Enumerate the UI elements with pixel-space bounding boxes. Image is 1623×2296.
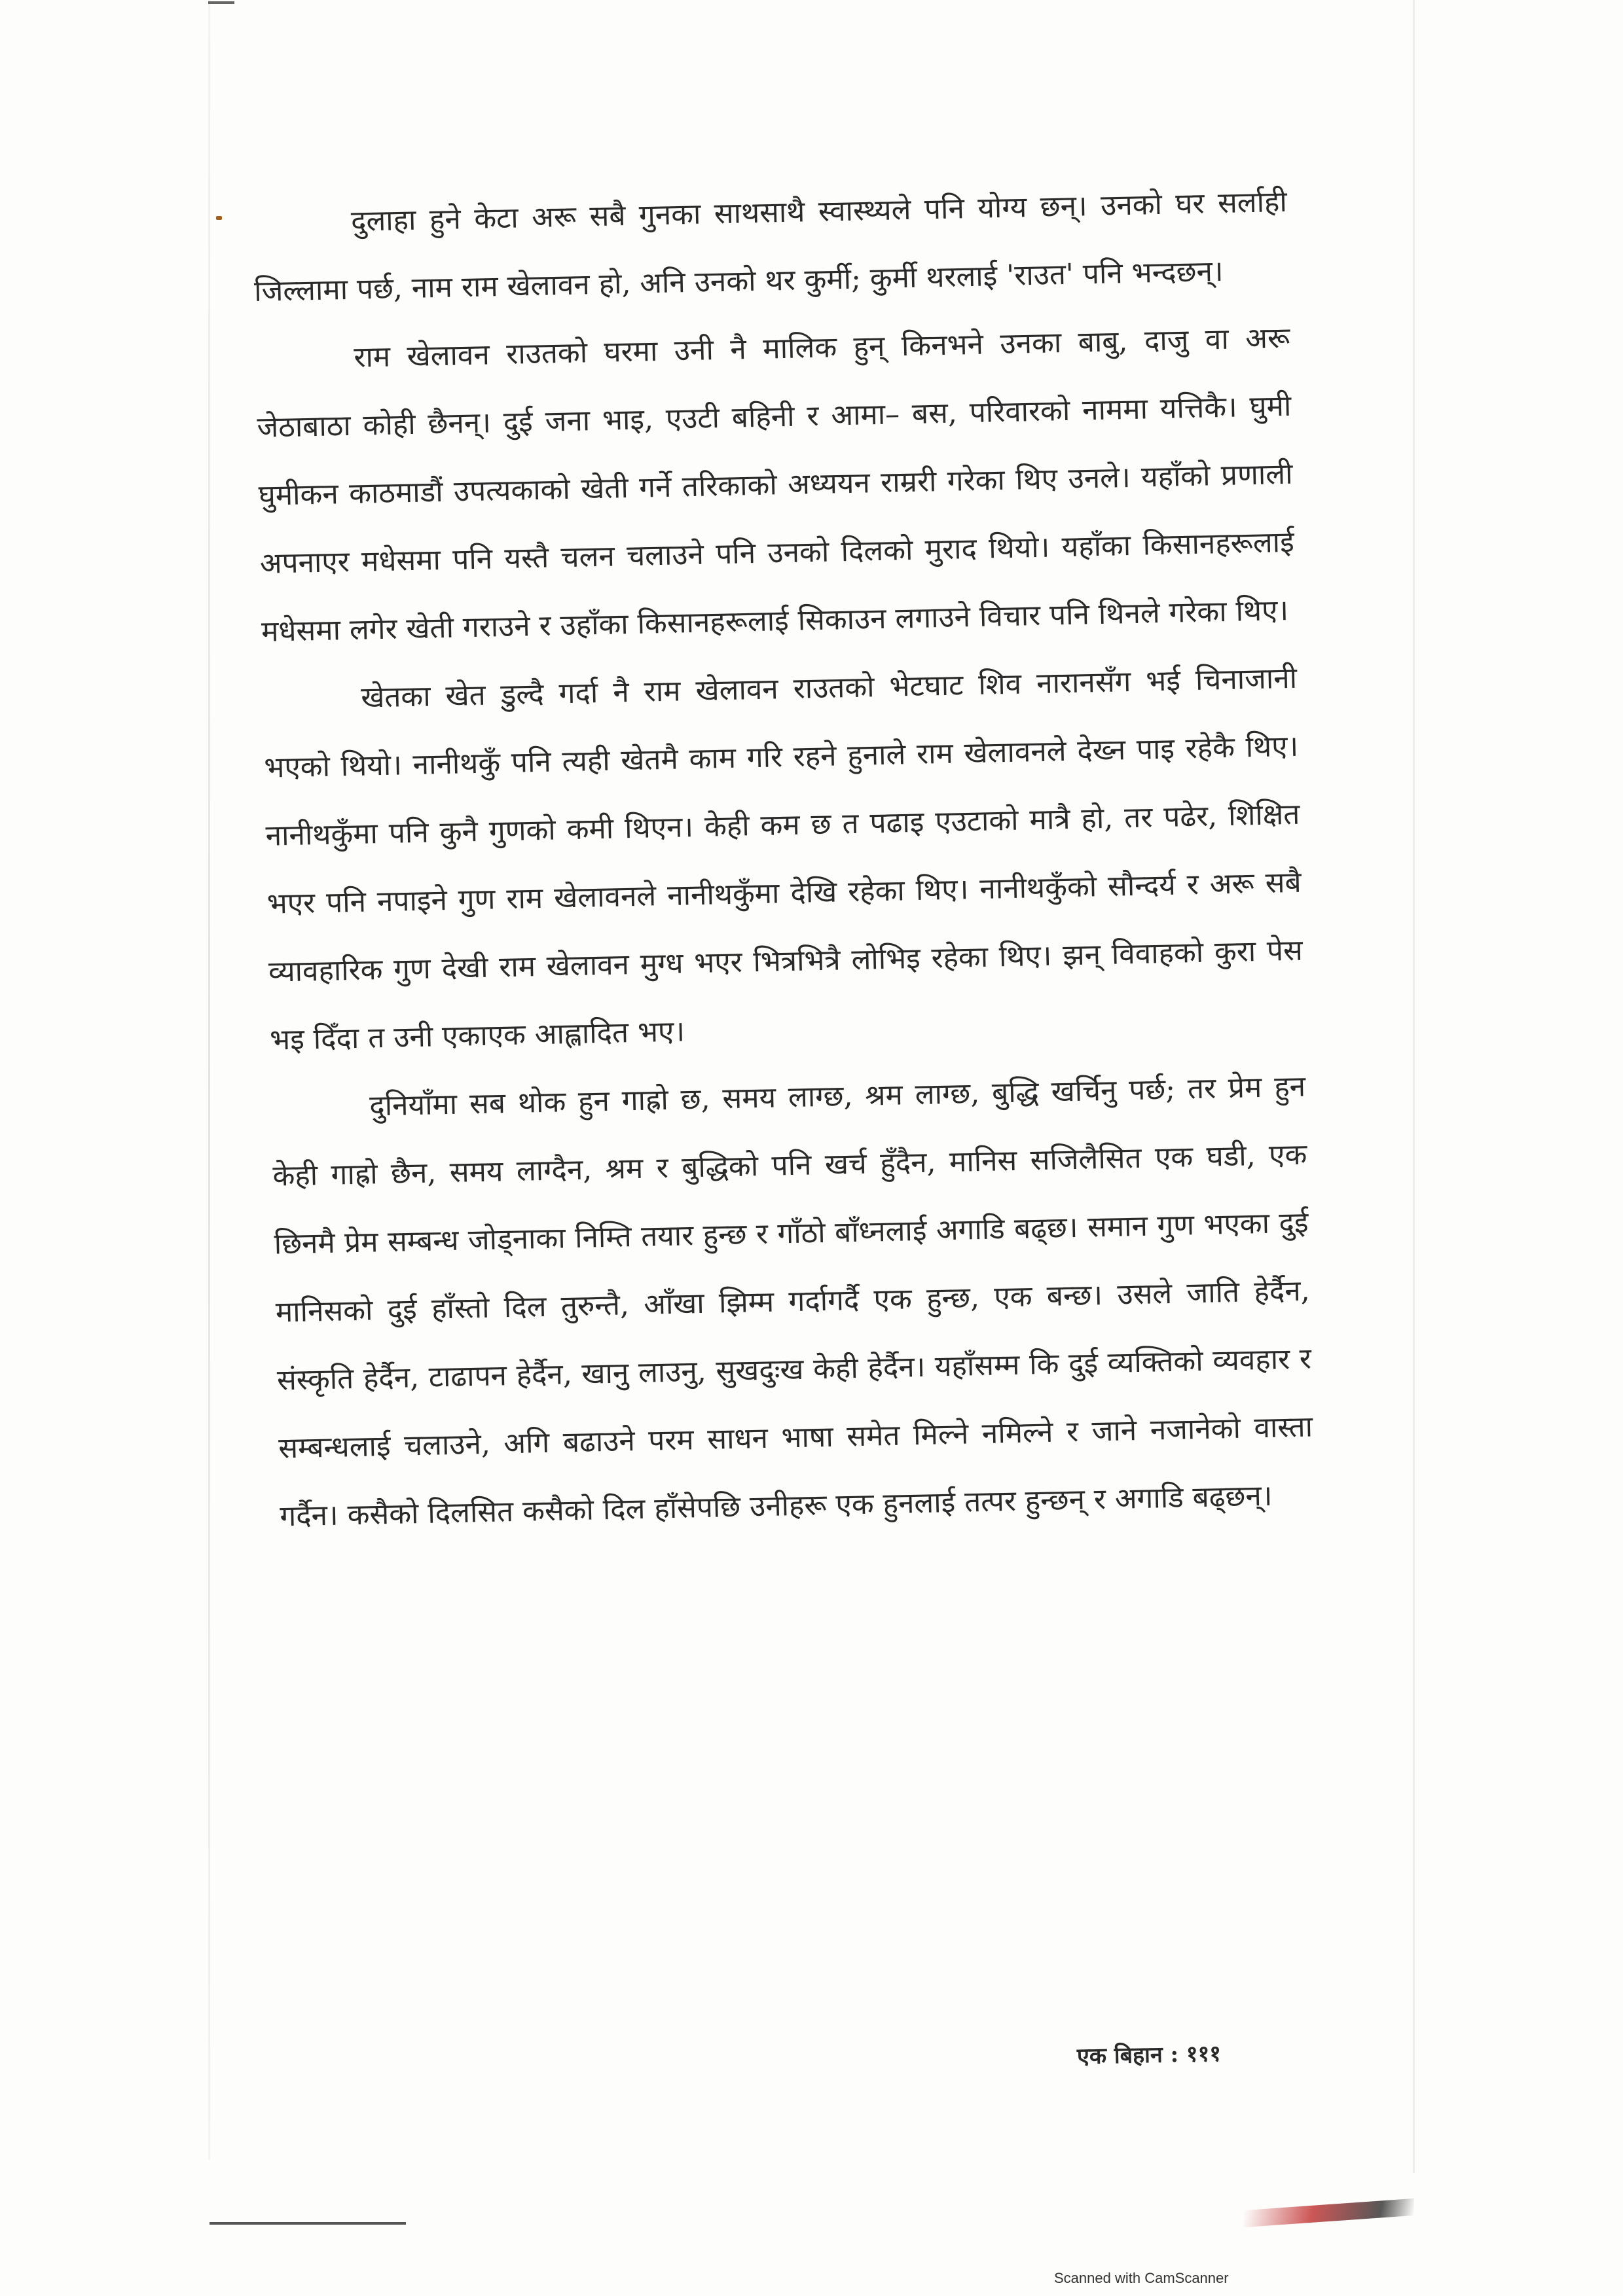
page-top-edge-mark	[208, 1, 234, 4]
paragraph-4: दुनियाँमा सब थोक हुन गाह्रो छ, समय लाग्छ, श्रम लाग्छ, बुद्धि खर्चिनु पर्छ; तर प्रेम हुन केही गाह्रो छैन, समय लाग्दैन, श्रम र बुद्धिको पनि खर्च हुँदैन, मानिस सजिलैसित एक घडी, एक छिनमै प्रेम सम्बन्ध जोड्नाका निम्ति तयार हुन्छ र गाँठो बाँध्नलाई अगाडि बढ्छ। समान गुण भएका दुई मानिसको दुई हाँस्तो दिल तुरुन्तै, आँखा झिम्म गर्दागर्दै एक हुन्छ, एक बन्छ। उसले जाति हेर्दैन, संस्कृति हेर्दैन, टाढापन हेर्दैन, खानु लाउनु, सुखदुःख केही हेर्दैन। यहाँसम्म कि दुई व्यक्तिको व्यवहार र सम्बन्धलाई चलाउने, अगि बढाउने परम साधन भाषा समेत मिल्ने नमिल्ने र जाने नजानेको वास्ता गर्दैन। कसैको दिलसित कसैको दिल हाँसेपछि उनीहरू एक हुनलाई तत्पर हुन्छन् र अगाडि बढ्छन्।	[272, 1069, 1313, 1534]
body-text	[252, 168, 1315, 1551]
stray-ink-mark	[216, 216, 222, 220]
page-left-edge	[208, 0, 210, 2160]
paragraph-2: राम खेलावन राउतको घरमा उनी नै मालिक हुन् किनभने उनका बाबु, दाजु वा अरू जेठाबाठा कोही छैनन्। दुई जना भाइ, एउटी बहिनी र आमा– बस, परिवारको नाममा यत्तिकै। घुमी घुमीकन काठमाडौं उपत्यकाको खेती गर्ने तरिकाको अध्ययन राम्ररी गरेका थिए उनले। यहाँको प्रणाली अपनाएर मधेसमा पनि यस्तै चलन चलाउने पनि उनको दिलको मुराद थियो। यहाँका किसानहरूलाई मधेसमा लगेर खेती गराउने र उहाँका किसानहरूलाई सिकाउन लगाउने विचार पनि थिनले गरेका थिए।	[257, 321, 1295, 649]
scanner-watermark: Scanned with CamScanner	[1054, 2270, 1229, 2286]
paragraph-1: दुलाहा हुने केटा अरू सबै गुनका साथसाथै स्वास्थ्यले पनि योग्य छन्। उनको घर सर्लाही जिल्लामा पर्छ, नाम राम खेलावन हो, अनि उनको थर कुर्मी; कुर्मी थरलाई 'राउत' पनि भन्दछन्।	[253, 185, 1288, 308]
page-footer: एक बिहान : १११	[1076, 2040, 1222, 2070]
paragraph-3: खेतका खेत डुल्दै गर्दा नै राम खेलावन राउतको भेटघाट शिव नारानसँग भई चिनाजानी भएको थियो। नानीथकुँ पनि त्यही खेतमै काम गरि रहने हुनाले राम खेलावनले देख्न पाइ रहेकै थिए। नानीथकुँमा पनि कुनै गुणको कमी थिएन। केही कम छ त पढाइ एउटाको मात्रै हो, तर पढेर, शिक्षित भएर पनि नपाइने गुण राम खेलावनले नानीथकुँमा देखि रहेका थिए। नानीथकुँको सौन्दर्य र अरू सबै व्यावहारिक गुण देखी राम खेलावन मुग्ध भएर भित्रभित्रै लोभिइ रहेका थिए। झन् विवाहको कुरा पेस भइ दिँदा त उनी एकाएक आह्लादित भए।	[263, 661, 1304, 1057]
bottom-corner-smudge	[1244, 2198, 1414, 2227]
page-bottom-edge	[210, 2222, 406, 2225]
page-right-edge	[1413, 0, 1415, 2173]
